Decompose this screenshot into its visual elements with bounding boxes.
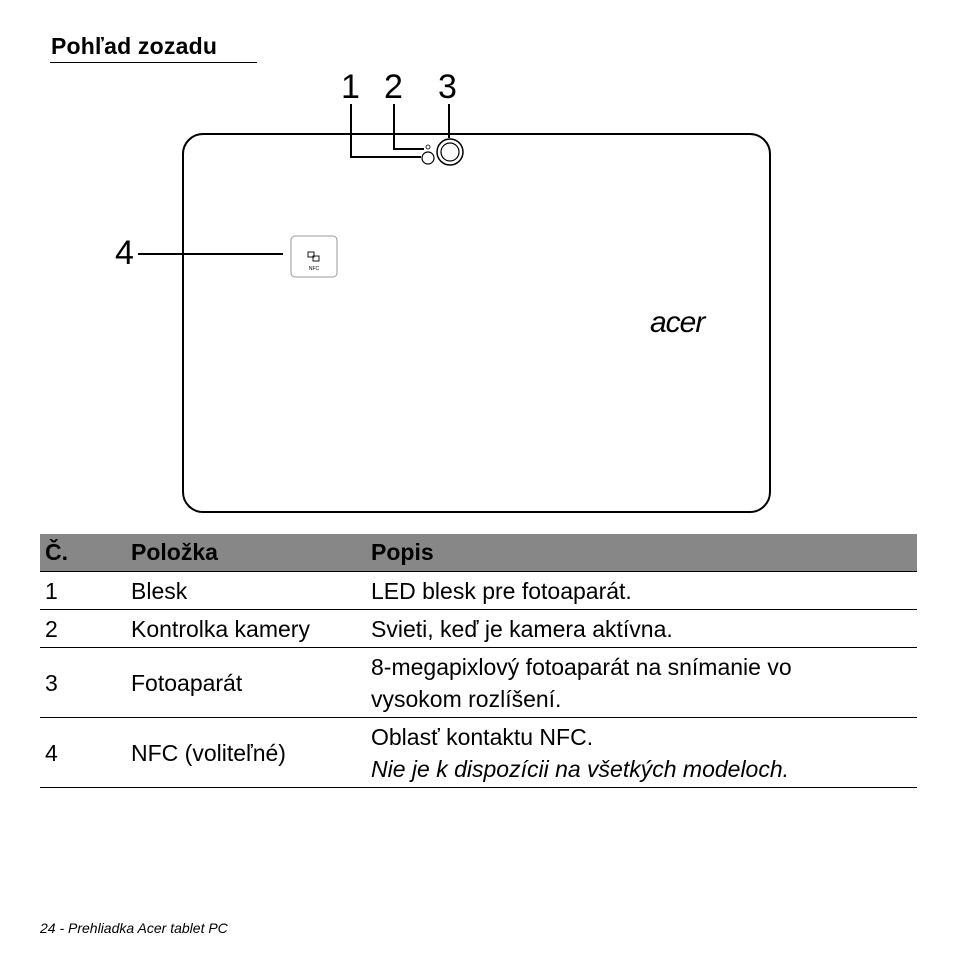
- row-description: LED blesk pre fotoaparát.: [366, 572, 917, 610]
- table-header-row: [40, 534, 917, 572]
- row-description: [366, 648, 917, 718]
- table-row: [40, 610, 917, 648]
- callout-2: 2: [384, 68, 403, 106]
- callout-3: 3: [438, 68, 457, 106]
- description-line: vysokom rozlíšení.: [371, 685, 562, 712]
- row-item: Fotoaparát: [126, 648, 366, 718]
- callout-1: 1: [341, 68, 360, 106]
- row-description: [366, 718, 917, 788]
- row-description: Svieti, keď je kamera aktívna.: [366, 610, 917, 648]
- camera-indicator-icon: [426, 145, 430, 149]
- table-row: [40, 572, 917, 610]
- row-number: 2: [40, 610, 126, 648]
- table-row: [40, 718, 917, 788]
- header-description: Popis: [366, 534, 917, 572]
- description-line: 8-megapixlový fotoaparát na snímanie vo: [371, 653, 792, 680]
- camera-lens-inner-icon: [441, 143, 459, 161]
- row-number: 4: [40, 718, 126, 788]
- header-item: Položka: [126, 534, 366, 572]
- row-number: 3: [40, 648, 126, 718]
- nfc-label: NFC: [308, 266, 320, 272]
- header-number: Č.: [40, 534, 126, 572]
- availability-note: Nie je k dispozícii na všetkých modeloch.: [371, 755, 790, 782]
- page-footer: 24 - Prehliadka Acer tablet PC: [40, 920, 228, 936]
- callout-4: 4: [115, 234, 134, 272]
- row-item: Kontrolka kamery: [126, 610, 366, 648]
- description-line: Oblasť kontaktu NFC.: [371, 723, 594, 750]
- parts-table: [40, 534, 917, 788]
- row-number: 1: [40, 572, 126, 610]
- row-item: Blesk: [126, 572, 366, 610]
- section-heading: Pohľad zozadu: [51, 33, 218, 59]
- table-row: [40, 648, 917, 718]
- acer-logo: acer: [650, 306, 705, 339]
- row-item: NFC (voliteľné): [126, 718, 366, 788]
- flash-icon: [422, 152, 434, 164]
